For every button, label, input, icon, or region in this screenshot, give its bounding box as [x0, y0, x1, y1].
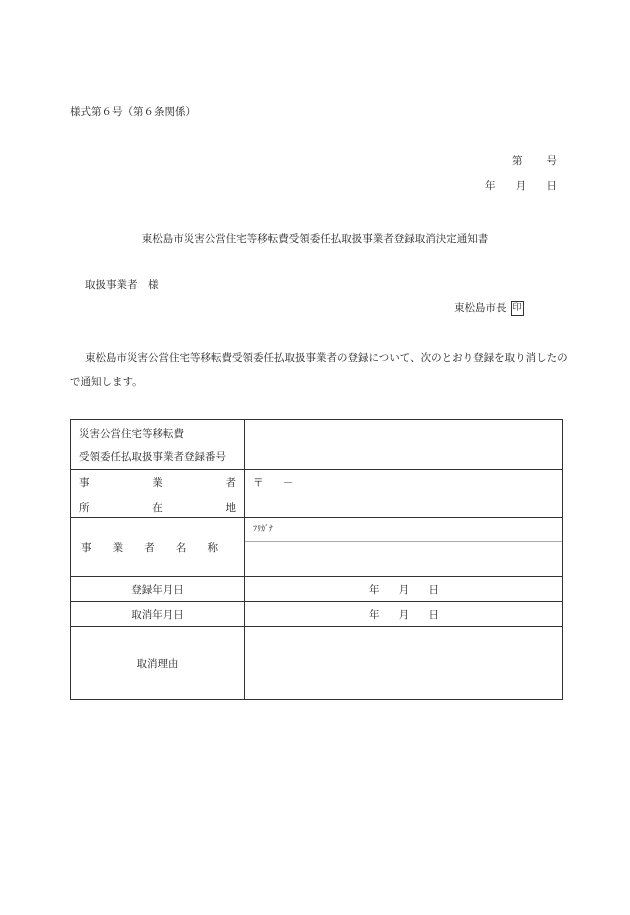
business-name-label-char: 事 — [81, 541, 92, 554]
sender-name: 東松島市長 — [454, 302, 507, 314]
date-year: 年 — [485, 180, 496, 192]
location-label-row-1 — [79, 475, 236, 490]
business-name-label-char: 名 — [175, 541, 187, 554]
seal-mark: 印 — [511, 301, 524, 316]
reason-label-cell — [71, 627, 245, 700]
reg-date-label: 登録年月日 — [131, 583, 184, 596]
sender — [454, 300, 524, 316]
cancel-date-day: 日 — [428, 608, 439, 621]
reg-date-value-cell[interactable] — [245, 577, 563, 602]
body-text-line-1: 東松島市災害公営住宅等移転費受領委任払取扱事業者の登録について、次のとおり登録を取り消したの — [85, 352, 568, 364]
doc-no-dai: 第 — [512, 155, 523, 167]
body-text-line-2: で通知します。 — [70, 376, 143, 388]
reg-number-value-cell[interactable] — [245, 420, 563, 470]
document-title: 東松島市災害公営住宅等移転費受領委任払取扱事業者登録取消決定通知書 — [141, 233, 489, 245]
cancel-date-value-cell[interactable] — [245, 602, 563, 627]
business-name-label — [81, 540, 218, 555]
location-label-char: 業 — [152, 477, 163, 489]
cancel-date-units — [369, 607, 439, 622]
business-name-value-cell[interactable] — [245, 518, 563, 577]
date-day: 日 — [546, 180, 557, 192]
document-number — [512, 153, 557, 168]
reg-number-label-cell — [71, 420, 245, 470]
furigana-row[interactable] — [245, 518, 562, 542]
postal-mark: 〒 — [253, 477, 264, 489]
postal-dash: － — [282, 477, 294, 489]
reg-date-year: 年 — [369, 583, 380, 596]
location-label-char: 者 — [225, 477, 236, 489]
location-label-char: 在 — [152, 502, 163, 514]
furigana-label: ﾌﾘｶﾞﾅ — [253, 524, 273, 533]
business-name-label-char: 業 — [112, 541, 124, 554]
reg-date-label-cell — [71, 577, 245, 602]
location-label-char: 地 — [225, 502, 236, 514]
reg-date-units — [369, 582, 439, 597]
form-number: 様式第６号（第６条関係） — [70, 106, 196, 118]
cancellation-form-table — [70, 419, 563, 700]
reason-label: 取消理由 — [136, 657, 179, 670]
location-label-char: 事 — [79, 477, 90, 489]
cancel-date-year: 年 — [369, 608, 380, 621]
business-name-label-char: 称 — [207, 541, 218, 554]
postal-code-line — [253, 475, 562, 490]
reg-number-label-1: 災害公営住宅等移転費 — [79, 428, 184, 440]
reason-value-cell[interactable] — [245, 627, 563, 700]
business-name-label-char: 者 — [144, 541, 155, 554]
addressee: 取扱事業者 様 — [85, 279, 159, 291]
business-name-input-row[interactable] — [245, 542, 562, 576]
cancel-date-label-cell — [71, 602, 245, 627]
location-label-row-2 — [79, 500, 236, 515]
cancel-date-label: 取消年月日 — [131, 608, 184, 621]
business-name-label-cell — [71, 518, 245, 577]
document-date — [485, 178, 557, 193]
reg-date-day: 日 — [428, 583, 439, 596]
reg-number-label-2: 受領委任払取扱事業者登録番号 — [79, 451, 226, 463]
doc-no-go: 号 — [546, 155, 557, 167]
location-label-cell — [71, 470, 245, 518]
location-label-char: 所 — [79, 502, 90, 514]
date-month: 月 — [515, 180, 527, 192]
location-value-cell[interactable] — [245, 470, 563, 518]
cancel-date-month: 月 — [398, 608, 410, 621]
reg-date-month: 月 — [398, 583, 410, 596]
